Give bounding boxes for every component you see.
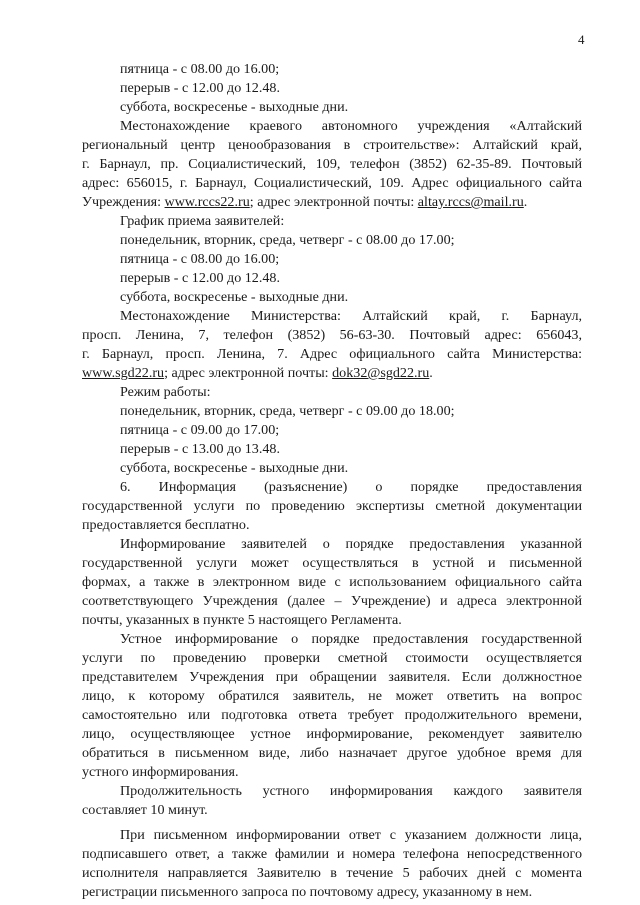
line-text: ; адрес электронной почты: [249, 194, 418, 210]
text-line: исполнителя направляется Заявителю в течение 5 рабочих дней с момента [82, 865, 582, 881]
text-line: пятница - с 09.00 до 17.00; [120, 422, 280, 438]
text-line: перерыв - с 13.00 до 13.48. [120, 441, 280, 457]
text-line: пятница - с 08.00 до 16.00; [120, 61, 280, 77]
text-line: самостоятельно или подготовка ответа требует продолжительного времени, [82, 707, 582, 723]
text-line: обратиться в письменном виде, либо назначает другое удобное время для [82, 745, 582, 761]
text-line: Режим работы: [120, 384, 211, 400]
document-body [82, 60, 582, 902]
line-text: . [429, 365, 433, 381]
link[interactable]: www.rccs22.ru [164, 194, 250, 210]
text-line: перерыв - с 12.00 до 12.48. [120, 80, 280, 96]
text-line: предоставляется бесплатно. [82, 517, 250, 533]
link[interactable]: altay.rccs@mail.ru [417, 194, 524, 210]
text-line: почты, указанных в пункте 5 настоящего Регламента. [82, 612, 402, 628]
text-line: г. Барнаул, пр. Социалистический, 109, телефон (3852) 62-35-89. Почтовый [82, 156, 582, 172]
text-line: суббота, воскресенье - выходные дни. [120, 99, 349, 115]
text-line: пятница - с 08.00 до 16.00; [120, 251, 280, 267]
text-line: Местонахождение краевого автономного учреждения «Алтайский [120, 118, 582, 134]
text-line: региональный центр ценообразования в строительстве»: Алтайский край, [82, 137, 582, 153]
text-line: адрес: 656015, г. Барнаул, Социалистический, 109. Адрес официального сайта [82, 175, 582, 191]
text-line [82, 364, 582, 383]
text-line: Устное информирование о порядке предоставления государственной [120, 631, 582, 647]
line-text: ; адрес электронной почты: [164, 365, 333, 381]
text-line: лицо, осуществляющее устное информирование, рекомендует заявителю [82, 726, 582, 742]
text-line: устного информирования. [82, 764, 239, 780]
text-line: 6. Информация (разъяснение) о порядке предоставления [120, 479, 582, 495]
text-line: просп. Ленина, 7, телефон (3852) 56-63-30. Почтовый адрес: 656043, [82, 327, 582, 343]
text-line: соответствующего Учреждения (далее – Учреждение) и адреса электронной [82, 593, 582, 609]
text-line: Информирование заявителей о порядке предоставления указанной [120, 536, 582, 552]
text-line [82, 193, 582, 212]
text-line: составляет 10 минут. [82, 802, 208, 818]
text-line: При письменном информировании ответ с указанием должности лица, [120, 827, 582, 843]
text-line: суббота, воскресенье - выходные дни. [120, 289, 349, 305]
text-line: суббота, воскресенье - выходные дни. [120, 460, 349, 476]
text-line: понедельник, вторник, среда, четверг - с 08.00 до 17.00; [120, 232, 455, 248]
text-line: График приема заявителей: [120, 213, 285, 229]
text-line: формах, а также в электронном виде с использованием официального сайта [82, 574, 582, 590]
link[interactable]: www.sgd22.ru [82, 365, 165, 381]
text-line: понедельник, вторник, среда, четверг - с 09.00 до 18.00; [120, 403, 455, 419]
text-line: г. Барнаул, просп. Ленина, 7. Адрес официального сайта Министерства: [82, 346, 582, 362]
page-number: 4 [578, 32, 585, 47]
text-line: перерыв - с 12.00 до 12.48. [120, 270, 280, 286]
text-line: подписавшего ответ, а также фамилии и номера телефона непосредственного [82, 846, 582, 862]
line-text: Учреждения: [82, 194, 165, 210]
text-line: лицо, к которому обратился заявитель, не может ответить на вопрос [82, 688, 582, 704]
text-line: услуги по проведению проверки сметной стоимости осуществляется [82, 650, 582, 666]
link[interactable]: dok32@sgd22.ru [332, 365, 430, 381]
text-line: представителем Учреждения при обращении заявителя. Если должностное [82, 669, 582, 685]
text-line: регистрации письменного запроса по почтовому адресу, указанному в нем. [82, 884, 533, 900]
text-line: государственной услуги по проведению экспертизы сметной документации [82, 498, 582, 514]
text-line: Местонахождение Министерства: Алтайский край, г. Барнаул, [120, 308, 582, 324]
text-line: Продолжительность устного информирования каждого заявителя [120, 783, 582, 799]
line-text: . [523, 194, 528, 210]
text-line: государственной услуги может осуществляться в устной и письменной [82, 555, 582, 571]
